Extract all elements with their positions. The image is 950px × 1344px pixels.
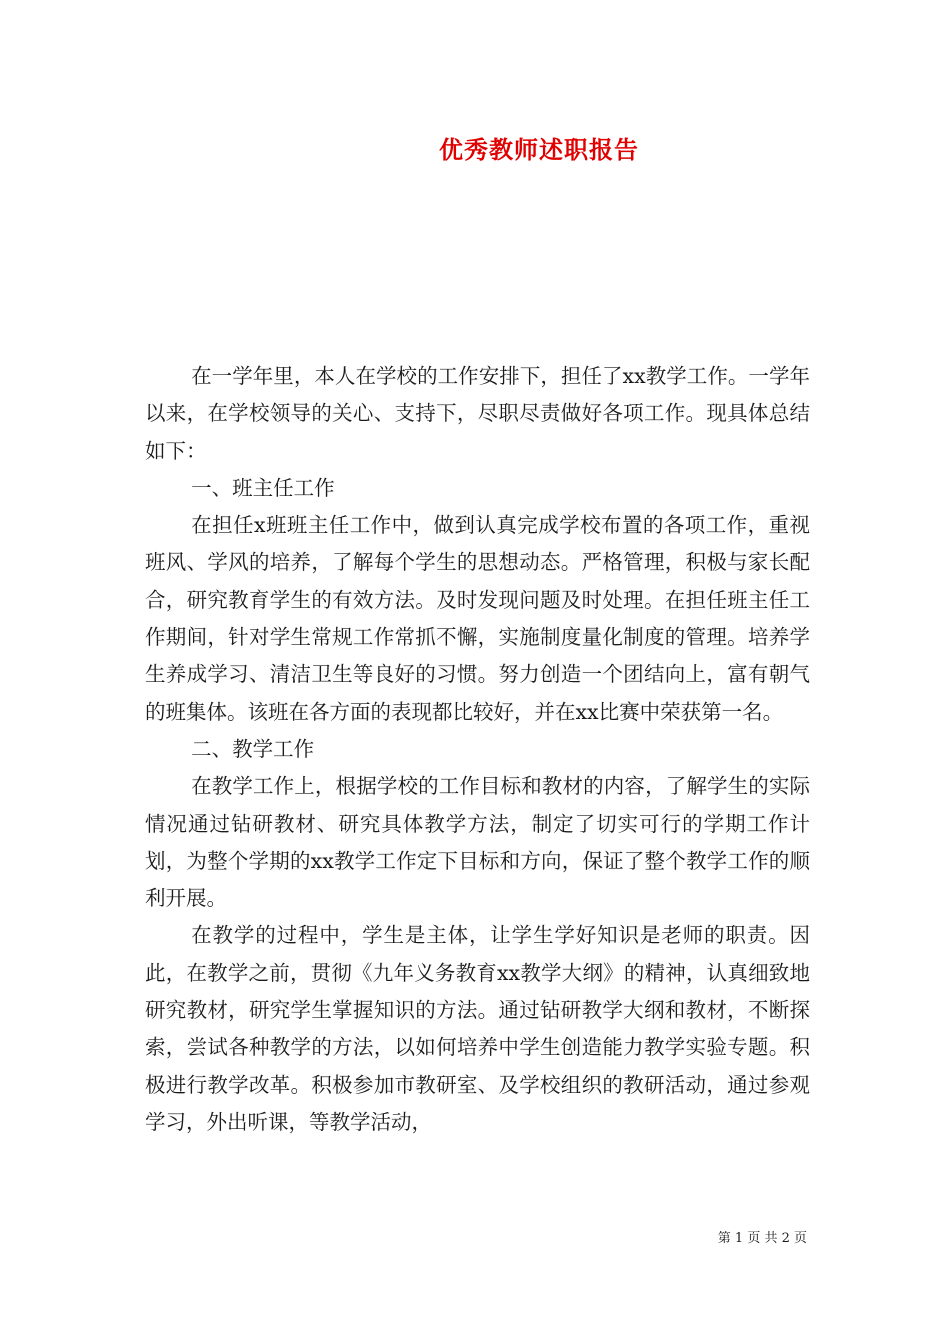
document-title: 优秀教师述职报告 — [439, 135, 639, 164]
document-body — [145, 358, 810, 1141]
paragraph-intro: 在一学年里，本人在学校的工作安排下，担任了xx教学工作。一学年以来，在学校领导的关心、支持下，尽职尽责做好各项工作。现具体总结如下： — [145, 364, 810, 463]
section-heading-teaching: 二、教学工作 — [191, 736, 315, 761]
paragraph-class-teacher: 在担任x班班主任工作中，做到认真完成学校布置的各项工作，重视班风、学风的培养，了解每个学生的思想动态。严格管理，积极与家长配合，研究教育学生的有效方法。及时发现问题及时处理。在担任班主任工作期间，针对学生常规工作常抓不懈，实施制度量化制度的管理。培养学生养成学习、清洁卫生等良好的习惯。努力创造一个团结向上，富有朝气的班集体。该班在各方面的表现都比较好，并在xx比赛中荣获第一名。 — [145, 513, 810, 724]
page-number: 第 1 页 共 2 页 — [717, 1231, 807, 1246]
paragraph-teaching-plan: 在教学工作上，根据学校的工作目标和教材的内容，了解学生的实际情况通过钻研教材、研究具体教学方法，制定了切实可行的学期工作计划，为整个学期的xx教学工作定下目标和方向，保证了整个教学工作的顺利开展。 — [145, 774, 810, 911]
section-heading-class-teacher: 一、班主任工作 — [191, 475, 335, 500]
paragraph-teaching-process: 在教学的过程中，学生是主体，让学生学好知识是老师的职责。因此，在教学之前，贯彻《九年义务教育xx教学大纲》的精神，认真细致地研究教材，研究学生掌握知识的方法。通过钻研教学大纲和教材，不断探索，尝试各种教学的方法，以如何培养中学生创造能力教学实验专题。积极进行教学改革。积极参加市教研室、及学校组织的教研活动，通过参观学习，外出听课，等教学活动， — [145, 923, 810, 1134]
